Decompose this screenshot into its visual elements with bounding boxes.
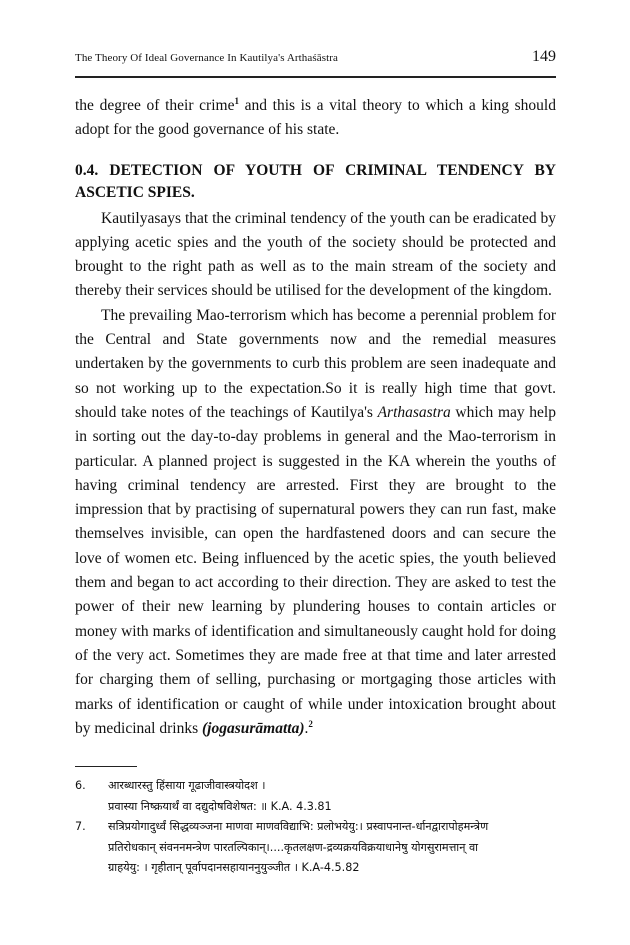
footnote-line: आरब्धारस्तु हिंसाया गूढाजीवास्त्रयोदश ।: [108, 779, 266, 792]
footnote-number: 7.: [75, 820, 86, 833]
running-title: The Theory Of Ideal Governance In Kautilya's Arthaśāstra: [75, 52, 339, 64]
intro-paragraph: [75, 94, 556, 143]
footnote-6: [75, 776, 556, 817]
paragraph2-text-after-title: which may help in sorting out the day-to-day problems in general and the Mao-terrorism in particular. A planned project is suggested in the KA wherein the youths of having criminal tendency are arrested. First they are brought to the impression that by practising of supernatural powers they can run fast, make themselves invisible, can open the hardfastened doors and can secure the love of women etc. Being influenced by the acetic spies, the youth believed them and began to act according to their direction. They are asked to test the power of their new learning by plundering houses to contain articles or money with marks of identification and simultaneously caught hold for doing of the very act. Sometimes they are made free at that time and later arrested for charging them of selling, purchasing or mortgaging those articles with marks of identification or caught of while under intoxication brought about by medicinal drinks: [75, 403, 556, 737]
section-heading: 0.4. DETECTION OF YOUTH OF CRIMINAL TENDENCY BY ASCETIC SPIES.: [75, 161, 556, 201]
footnote-divider: [75, 766, 137, 767]
paragraph2-end: .: [304, 719, 309, 737]
paragraph-kautilya: Kautilyasays that the criminal tendency of the youth can be eradicated by applying acetic spies and the youth of the society should be protected and brought to the right path as well as to the main stream of the society and thereby their services should be utilised for the development of the kingdom.: [75, 209, 556, 300]
running-header: [75, 48, 556, 78]
footnote-line: प्रवास्या निष्क्रयार्थं वा दद्युदोषविशेषत: ॥ K.A. 4.3.81: [108, 799, 332, 813]
footnote-line: ग्राहयेयु: । गृहीतान् पूर्वापदानसहायाननुयुञ्जीत । K.A-4.5.82: [108, 861, 360, 874]
sanskrit-term: (jogasurāmatta): [202, 719, 305, 737]
footnote-ref-1: 1: [234, 95, 239, 106]
intro-text-before: the degree of their crime: [75, 97, 235, 114]
footnote-7: [75, 817, 556, 879]
footnote-line: प्रतिरोधकान् संवननमन्त्रेण पारतल्पिकान्।....कृतलक्षण-द्रव्यक्रयविक्रयाधानेषु योगसुरामत्तान् वा: [108, 840, 479, 854]
footnote-line: सत्रिप्रयोगादुर्ध्वं सिद्धव्यञ्जना माणवा माणवविद्याभि: प्रलोभयेयु:। प्रस्वापनान्त-र्धानद्वारापोहमन्त्रेण: [108, 820, 489, 833]
footnotes: [75, 776, 556, 879]
footnote-number: 6.: [75, 779, 86, 792]
intro-text-after: and this is a vital theory to which a king should adopt for the good governance of his state.: [75, 97, 556, 139]
page-number: 149: [532, 48, 556, 65]
main-text: [75, 94, 556, 741]
footnote-text: [108, 776, 556, 817]
footnote-ref-2: 2: [308, 718, 313, 729]
book-title: Arthasastra: [377, 403, 451, 421]
paragraph2-text-before-title: The prevailing Mao-terrorism which has become a perennial problem for the Central and State governments now and the remedial measures undertaken by the governments to curb this problem are seen inadequate and so not working up to the expectation.So it is really high time that govt. should take notes of the teachings of Kautilya's: [75, 306, 556, 421]
footnote-text: [108, 817, 556, 879]
paragraph-mao-terrorism: [75, 304, 556, 741]
